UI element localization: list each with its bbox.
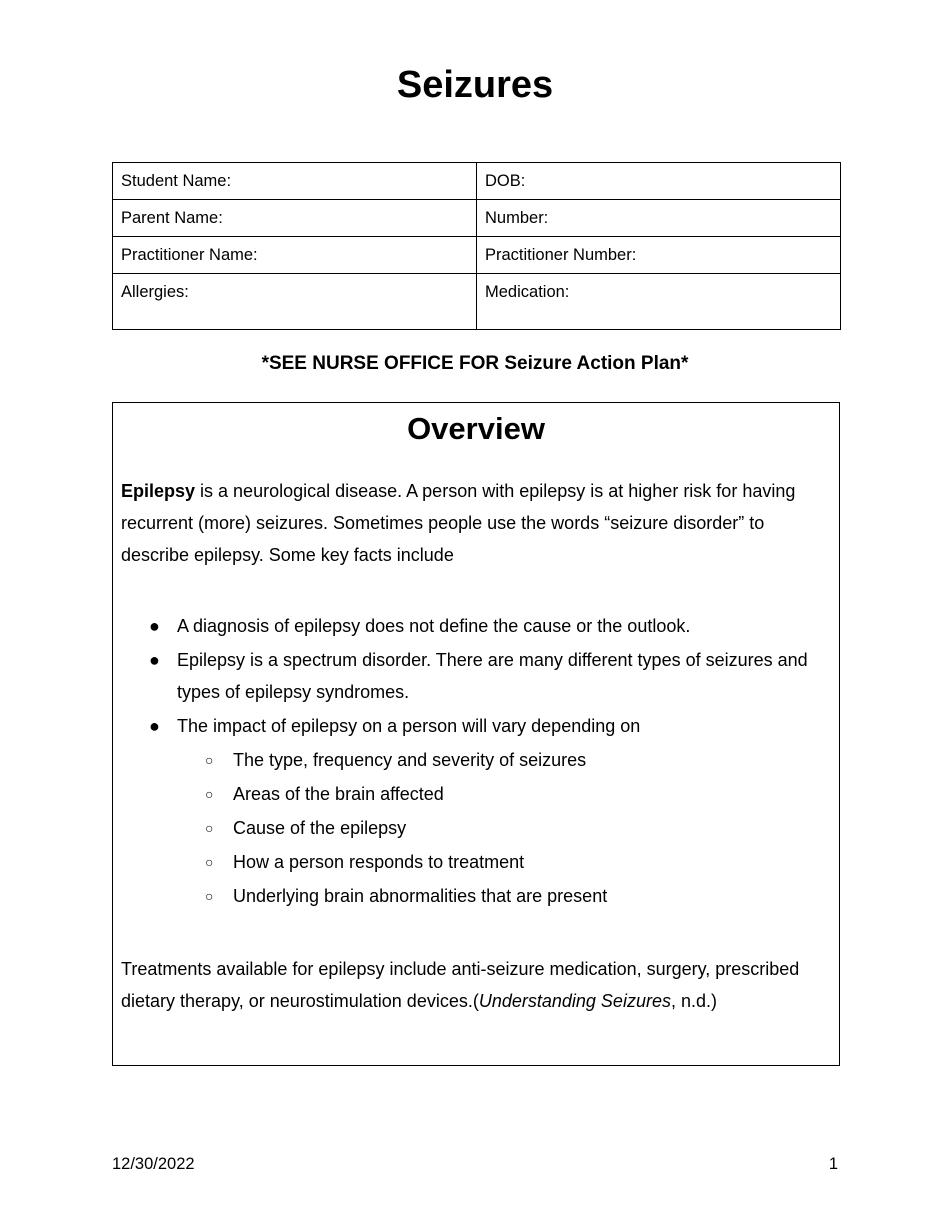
practitioner-name-field: Practitioner Name: xyxy=(113,237,477,274)
sub-list-item-text: Underlying brain abnormalities that are present xyxy=(233,886,608,906)
list-item xyxy=(121,644,835,708)
page-title: Seizures xyxy=(396,64,554,106)
number-field: Number: xyxy=(477,200,841,237)
student-info-table xyxy=(112,162,841,330)
impact-factors-list xyxy=(177,744,835,912)
sub-list-item xyxy=(177,778,835,810)
sub-list-item xyxy=(177,744,835,776)
overview-heading: Overview xyxy=(407,411,545,446)
intro-text: is a neurological disease. A person with epilepsy is at higher risk for having recurrent (more) seizures. Sometimes people use the words “seizure disorder” to describe epilepsy. Some key facts include xyxy=(121,481,796,565)
circle-bullet-icon: ○ xyxy=(205,854,214,870)
medication-field: Medication: xyxy=(477,274,841,330)
dob-field: DOB: xyxy=(477,163,841,200)
table-row xyxy=(113,163,841,200)
allergies-field: Allergies: xyxy=(113,274,477,330)
list-item xyxy=(121,610,835,642)
bullet-icon: ● xyxy=(149,650,160,670)
sub-list-item-text: Areas of the brain affected xyxy=(233,784,444,804)
sub-list-item-text: Cause of the epilepsy xyxy=(233,818,407,838)
circle-bullet-icon: ○ xyxy=(205,786,214,802)
list-item-text: Epilepsy is a spectrum disorder. There are many different types of seizures and types of epilepsy syndromes. xyxy=(177,650,808,702)
table-row xyxy=(113,237,841,274)
list-item xyxy=(121,710,835,912)
bullet-icon: ● xyxy=(149,616,160,636)
citation-title: Understanding Seizures xyxy=(478,991,671,1011)
treatments-paragraph xyxy=(121,953,835,1017)
action-plan-notice: *SEE NURSE OFFICE FOR Seizure Action Plan* xyxy=(261,353,689,374)
list-item-text: A diagnosis of epilepsy does not define the cause or the outlook. xyxy=(177,616,691,636)
sub-list-item xyxy=(177,846,835,878)
circle-bullet-icon: ○ xyxy=(205,888,214,904)
table-row xyxy=(113,200,841,237)
intro-paragraph xyxy=(121,475,835,571)
citation-suffix: , n.d.) xyxy=(670,991,717,1011)
circle-bullet-icon: ○ xyxy=(205,820,214,836)
sub-list-item xyxy=(177,880,835,912)
footer-date: 12/30/2022 xyxy=(112,1155,195,1173)
key-facts-list xyxy=(121,610,835,914)
bullet-icon: ● xyxy=(149,716,160,736)
table-row xyxy=(113,274,841,330)
circle-bullet-icon: ○ xyxy=(205,752,214,768)
sub-list-item-text: How a person responds to treatment xyxy=(233,852,525,872)
sub-list-item-text: The type, frequency and severity of seizures xyxy=(233,750,587,770)
overview-section xyxy=(112,402,840,1066)
student-name-field: Student Name: xyxy=(113,163,477,200)
page-number: 1 xyxy=(828,1155,838,1173)
treatments-text: Treatments available for epilepsy include anti-seizure medication, surgery, prescribed dietary therapy, or neurostimulation devices.( xyxy=(121,959,800,1011)
parent-name-field: Parent Name: xyxy=(113,200,477,237)
practitioner-number-field: Practitioner Number: xyxy=(477,237,841,274)
epilepsy-term: Epilepsy xyxy=(121,481,196,501)
list-item-text: The impact of epilepsy on a person will vary depending on xyxy=(177,716,641,736)
sub-list-item xyxy=(177,812,835,844)
